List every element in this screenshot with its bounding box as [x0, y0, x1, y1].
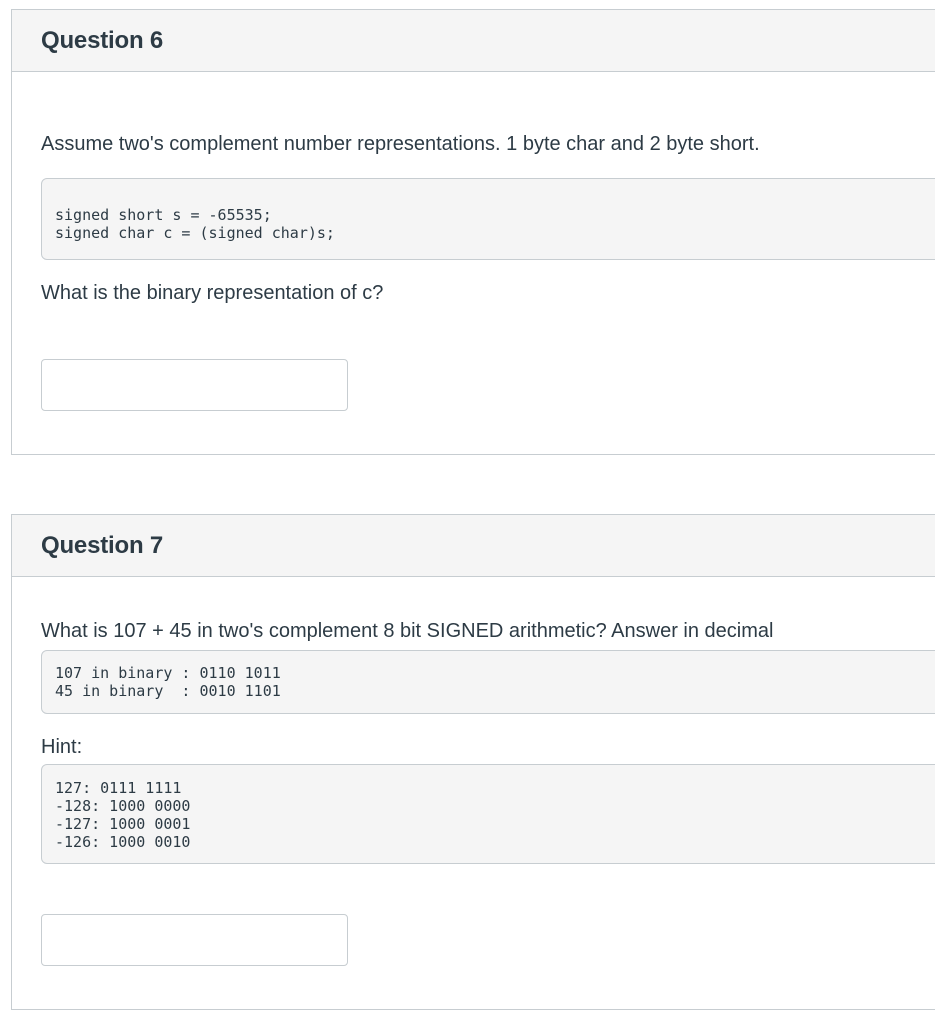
question-7-title: Question 7 [41, 531, 164, 559]
question-7-prompt: What is 107 + 45 in two's complement 8 bit SIGNED arithmetic? Answer in decimal [41, 620, 774, 642]
question-7-code-block [41, 650, 935, 714]
code-line: -127: 1000 0001 [55, 815, 191, 833]
question-6-answer-input[interactable] [41, 359, 348, 411]
question-7-answer-input[interactable] [41, 914, 348, 966]
code-line: signed short s = -65535; [55, 206, 272, 224]
question-6-card [11, 9, 935, 455]
code-line: signed char c = (signed char)s; [55, 224, 335, 242]
question-7-hint-code-block [41, 764, 935, 864]
question-6-question: What is the binary representation of c? [41, 282, 384, 304]
code-line: -128: 1000 0000 [55, 797, 191, 815]
question-6-title: Question 6 [41, 26, 164, 54]
code-line: 45 in binary : 0010 1101 [55, 682, 281, 700]
code-line: 107 in binary : 0110 1011 [55, 664, 281, 682]
question-7-header [12, 515, 935, 577]
code-line: -126: 1000 0010 [55, 833, 191, 851]
question-7-card [11, 514, 935, 1010]
question-6-code-block [41, 178, 935, 260]
question-6-header [12, 10, 935, 72]
code-line: 127: 0111 1111 [55, 779, 182, 797]
question-6-prompt: Assume two's complement number representations. 1 byte char and 2 byte short. [41, 133, 760, 155]
question-7-hint-label: Hint: [41, 736, 83, 758]
